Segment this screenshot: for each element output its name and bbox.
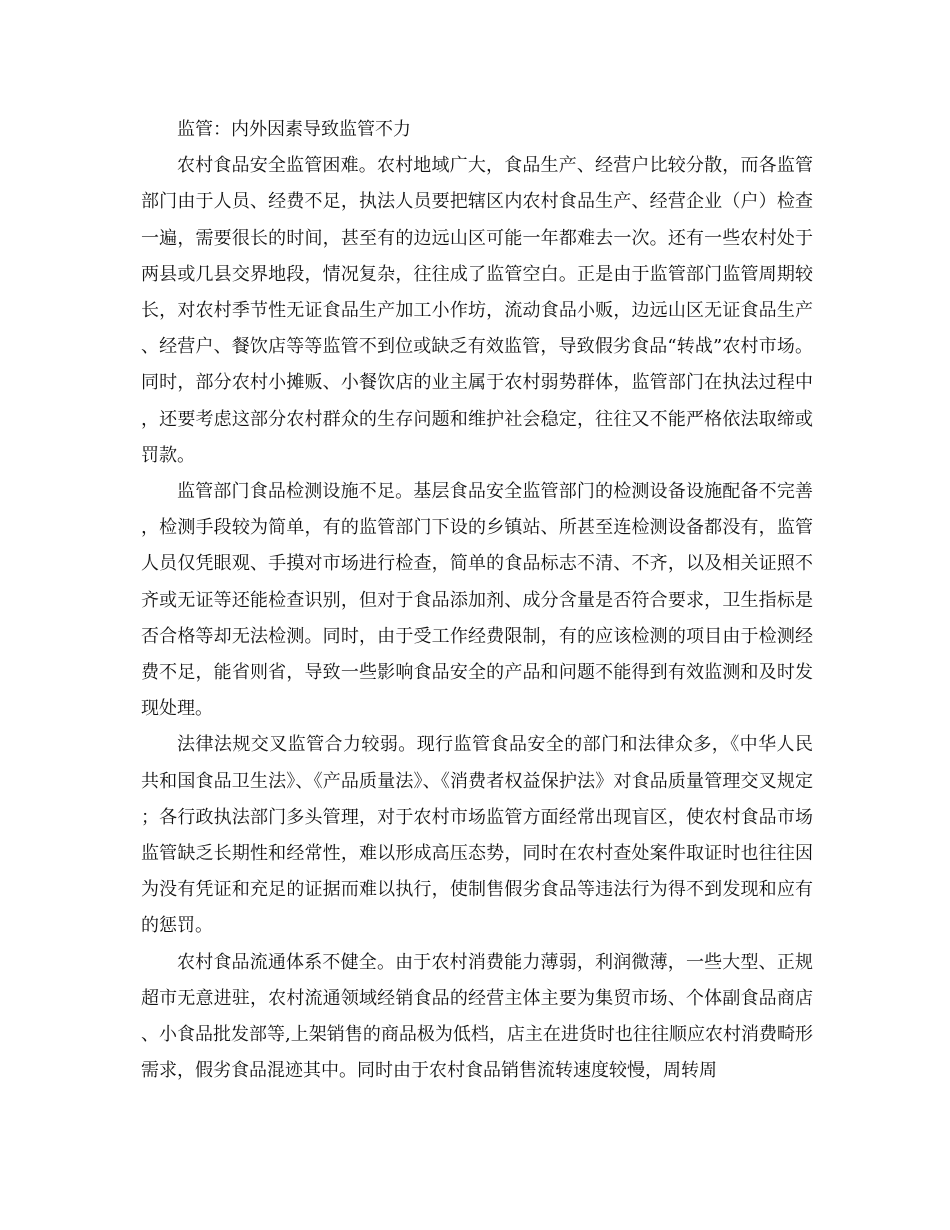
paragraph-laws-regulations: 法律法规交叉监管合力较弱。现行监管食品安全的部门和法律众多，《中华人民共和国食品卫生法》、《产品质量法》、《消费者权益保护法》对食品质量管理交叉规定；各行政执法部门多头管理，对于农村市场监管方面经常出现盲区，使农村食品市场监管缺乏长期性和经常性，难以形成高压态势，同时在农村查处案件取证时也往往因为没有凭证和充足的证据而难以执行，使制售假劣食品等违法行为得不到发现和应有的惩罚。 <box>141 734 813 937</box>
section-heading: 监管：内外因素导致监管不力 <box>177 119 411 140</box>
document-body <box>141 112 813 1089</box>
paragraph-testing-facilities: 监管部门食品检测设施不足。基层食品安全监管部门的检测设备设施配备不完善，检测手段较为简单，有的监管部门下设的乡镇站、所甚至连检测设备都没有，监管人员仅凭眼观、手摸对市场进行检查，简单的食品标志不清、不齐，以及相关证照不齐或无证等还能检查识别，但对于食品添加剂、成分含量是否符合要求，卫生指标是否合格等却无法检测。同时，由于受工作经费限制，有的应该检测的项目由于检测经费不足，能省则省，导致一些影响食品安全的产品和问题不能得到有效监测和及时发现处理。 <box>141 481 813 720</box>
paragraph-distribution-system: 农村食品流通体系不健全。由于农村消费能力薄弱，利润微薄，一些大型、正规超市无意进驻，农村流通领域经销食品的经营主体主要为集贸市场、个体副食品商店、小食品批发部等,上架销售的商品极为低档，店主在进货时也往往顺应农村消费畸形需求，假劣食品混迹其中。同时由于农村食品销售流转速度较慢，周转周 <box>141 951 813 1082</box>
paragraph-rural-supervision: 农村食品安全监管困难。农村地域广大，食品生产、经营户比较分散，而各监管部门由于人员、经费不足，执法人员要把辖区内农村食品生产、经营企业（户）检查一遍，需要很长的时间，甚至有的边远山区可能一年都难去一次。还有一些农村处于两县或几县交界地段，情况复杂，往往成了监管空白。正是由于监管部门监管周期较长，对农村季节性无证食品生产加工小作坊，流动食品小贩，边远山区无证食品生产、经营户、餐饮店等等监管不到位或缺乏有效监管，导致假劣食品“转战”农村市场。同时，部分农村小摊贩、小餐饮店的业主属于农村弱势群体，监管部门在执法过程中，还要考虑这部分农村群众的生存问题和维护社会稳定，往往又不能严格依法取缔或罚款。 <box>141 155 813 466</box>
